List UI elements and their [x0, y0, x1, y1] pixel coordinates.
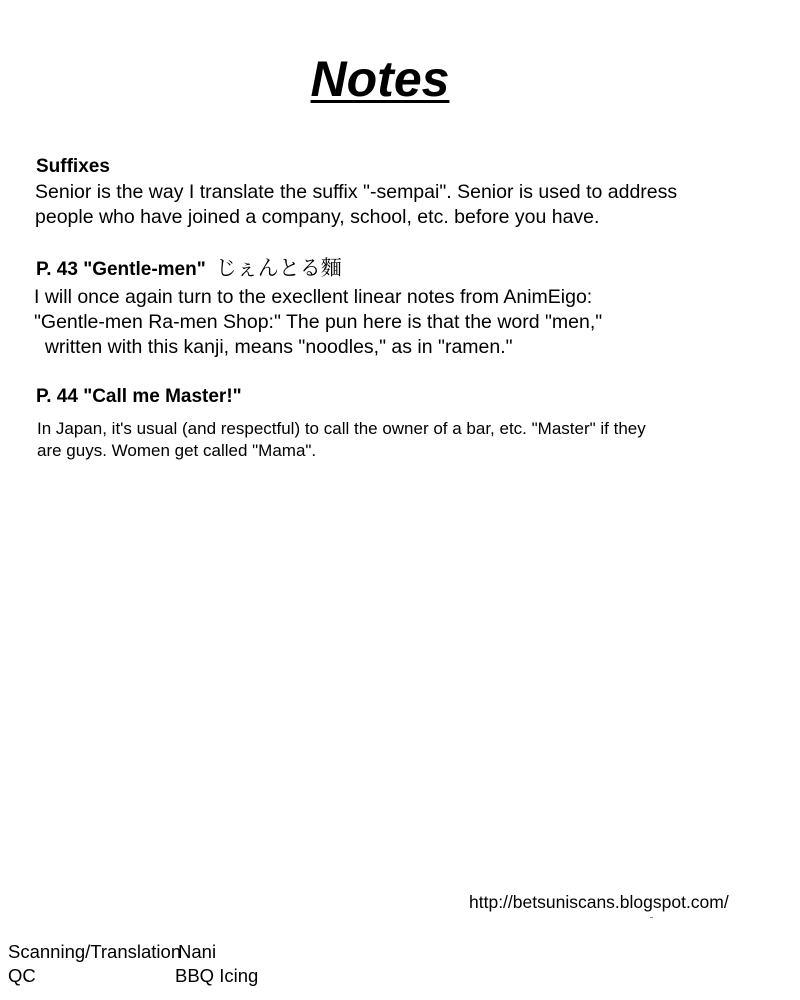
note-line: written with this kanji, means "noodles," as in "ramen." [34, 336, 513, 358]
credit-qc-role: QC [8, 965, 36, 986]
credit-scanning-name: Nani [178, 941, 217, 962]
suffixes-heading: Suffixes [36, 156, 110, 177]
p43-text [34, 285, 602, 360]
note-line: people who have joined a company, school, etc. before you have. [35, 206, 600, 228]
note-line: are guys. Women get called "Mama". [37, 441, 317, 460]
p43-heading-label: P. 43 "Gentle-men" [36, 259, 206, 280]
note-line: Senior is the way I translate the suffix "-sempai". Senior is used to address [35, 181, 678, 203]
stray-mark [650, 917, 653, 918]
p44-text [37, 418, 646, 462]
note-line: "Gentle-men Ra-men Shop:" The pun here is that the word "men," [34, 311, 603, 333]
p43-heading [36, 252, 342, 282]
note-line: In Japan, it's usual (and respectful) to call the owner of a bar, etc. "Master" if they [37, 419, 646, 438]
credit-scanning-role: Scanning/Translation [8, 941, 182, 962]
suffixes-text [35, 180, 677, 230]
blog-url[interactable]: http://betsuniscans.blogspot.com/ [469, 892, 729, 912]
page-title: Notes [310, 51, 450, 107]
credit-qc-name: BBQ Icing [175, 965, 259, 986]
note-line: I will once again turn to the execllent linear notes from AnimEigo: [34, 286, 593, 308]
japanese-term: じぇんとる麵 [215, 256, 342, 280]
p44-heading: P. 44 "Call me Master!" [36, 386, 242, 407]
